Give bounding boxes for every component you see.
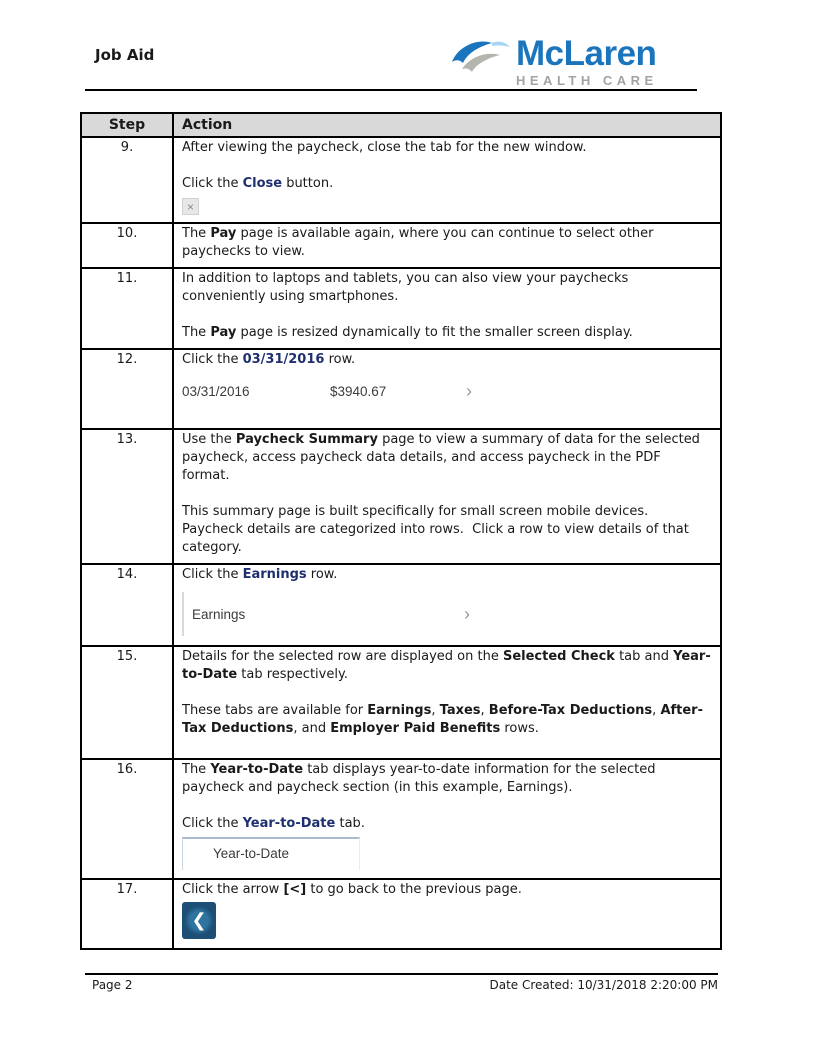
step-number: 9.: [81, 137, 173, 223]
step-number: 12.: [81, 349, 173, 429]
page-number: Page 2: [92, 978, 133, 992]
action-paragraph: [182, 485, 712, 503]
logo-text-block: [516, 36, 668, 88]
table-row: [81, 349, 721, 429]
column-header-step: Step: [81, 113, 173, 137]
text-segment: These tabs are available for: [182, 703, 368, 718]
action-cell: [173, 429, 721, 564]
action-paragraph: [182, 431, 712, 485]
text-segment: tab displays year-to-date information for the selected paycheck and paycheck section (in this example, Earnings).: [182, 762, 660, 795]
step-number: 15.: [81, 646, 173, 759]
table-row: [81, 564, 721, 646]
text-segment: Close: [242, 176, 283, 191]
column-header-action: Action: [173, 113, 721, 137]
text-segment: page is available again, where you can continue to select other paychecks to view.: [182, 226, 658, 259]
text-segment: Click the: [182, 176, 243, 191]
text-segment: Before-Tax Deductions: [488, 703, 653, 718]
text-segment: ,: [480, 703, 489, 718]
text-segment: row.: [324, 352, 356, 367]
mclaren-logo: [448, 36, 668, 88]
text-segment: After viewing the paycheck, close the tab for the new window.: [182, 140, 587, 155]
text-segment: page to view a summary of data for the selected paycheck, access paycheck data details, and access paycheck in the PDF format.: [182, 432, 705, 483]
action-paragraph: [182, 684, 712, 702]
text-segment: rows.: [500, 721, 539, 736]
step-number: 13.: [81, 429, 173, 564]
action-cell: [173, 564, 721, 646]
action-paragraph: [182, 815, 712, 833]
table-row: [81, 759, 721, 879]
table-row: [81, 429, 721, 564]
earnings-row-snippet: [182, 592, 470, 636]
paycheck-amount: $3940.67: [330, 383, 387, 399]
text-segment: Use the: [182, 432, 236, 447]
text-segment: After-Tax Deductions: [182, 703, 703, 736]
action-paragraph: [182, 351, 712, 369]
tab-label: Year-to-Date: [213, 846, 290, 861]
action-paragraph: [182, 648, 712, 684]
text-segment: In addition to laptops and tablets, you can also view your paychecks conveniently using smartphones.: [182, 271, 633, 304]
document-title: Job Aid: [95, 46, 155, 64]
action-cell: [173, 223, 721, 268]
text-segment: The: [182, 325, 211, 340]
logo-brand-text: McLaren: [516, 34, 657, 73]
step-number: 16.: [81, 759, 173, 879]
action-cell: [173, 759, 721, 879]
chevron-left-icon: ❮: [191, 909, 207, 931]
chevron-right-icon: ›: [464, 604, 470, 624]
action-paragraph: [182, 270, 712, 306]
text-segment: row.: [306, 567, 338, 582]
table-row: [81, 268, 721, 349]
action-paragraph: [182, 761, 712, 797]
text-segment: The: [182, 226, 211, 241]
text-segment: Click the: [182, 816, 243, 831]
text-segment: Employer Paid Benefits: [330, 721, 501, 736]
action-paragraph: [182, 225, 712, 261]
text-segment: Pay: [210, 226, 237, 241]
paycheck-date: 03/31/2016: [182, 383, 250, 399]
text-segment: [<]: [283, 882, 307, 897]
step-number: 17.: [81, 879, 173, 949]
action-cell: [173, 646, 721, 759]
text-segment: , and: [293, 721, 331, 736]
text-segment: Year-to-Date: [242, 816, 336, 831]
action-cell: [173, 879, 721, 949]
text-segment: to go back to the previous page.: [306, 882, 522, 897]
year-to-date-tab-snippet: [182, 837, 360, 870]
text-segment: tab respectively.: [237, 667, 348, 682]
back-button-snippet: [182, 902, 216, 939]
text-segment: ,: [652, 703, 661, 718]
table-row: [81, 223, 721, 268]
table-row: [81, 137, 721, 223]
text-segment: Earnings: [242, 567, 307, 582]
text-segment: 03/31/2016: [242, 352, 325, 367]
text-segment: Earnings: [367, 703, 432, 718]
text-segment: Selected Check: [502, 649, 615, 664]
action-paragraph: [182, 702, 712, 738]
text-segment: tab and: [614, 649, 674, 664]
text-segment: page is resized dynamically to fit the smaller screen display.: [236, 325, 633, 340]
table-row: [81, 879, 721, 949]
earnings-label: Earnings: [192, 606, 246, 622]
step-number: 11.: [81, 268, 173, 349]
text-segment: button.: [282, 176, 334, 191]
action-paragraph: [182, 566, 712, 584]
action-paragraph: [182, 797, 712, 815]
text-segment: Paycheck Summary: [235, 432, 378, 447]
chevron-right-icon: ›: [466, 381, 472, 401]
text-segment: ,: [431, 703, 440, 718]
text-segment: tab.: [335, 816, 365, 831]
document-footer: [85, 973, 718, 992]
action-paragraph: [182, 503, 712, 557]
action-cell: [173, 137, 721, 223]
action-paragraph: [182, 881, 712, 899]
action-paragraph: [182, 306, 712, 324]
step-number: 10.: [81, 223, 173, 268]
action-cell: [173, 268, 721, 349]
text-segment: Pay: [210, 325, 237, 340]
action-paragraph: [182, 175, 712, 193]
action-cell: [173, 349, 721, 429]
text-segment: Click the: [182, 567, 243, 582]
steps-table: [80, 112, 722, 950]
table-row: [81, 646, 721, 759]
text-segment: Taxes: [439, 703, 481, 718]
text-segment: Year-to-Date: [182, 649, 711, 682]
table-header-row: [81, 113, 721, 137]
action-paragraph: [182, 157, 712, 175]
text-segment: Click the: [182, 352, 243, 367]
step-number: 14.: [81, 564, 173, 646]
paycheck-row-snippet: [182, 382, 472, 400]
date-created: Date Created: 10/31/2018 2:20:00 PM: [489, 978, 718, 992]
text-segment: Details for the selected row are displayed on the: [182, 649, 503, 664]
close-icon: ×: [182, 198, 199, 215]
logo-subtitle-text: HEALTH CARE: [516, 73, 658, 88]
header-divider: [85, 89, 697, 91]
action-paragraph: [182, 139, 712, 157]
action-paragraph: [182, 324, 712, 342]
text-segment: This summary page is built specifically for small screen mobile devices. Paycheck details are categorized into rows. Click a row to view details of that category.: [182, 504, 694, 555]
text-segment: Year-to-Date: [210, 762, 304, 777]
text-segment: The: [182, 762, 211, 777]
text-segment: Click the arrow: [182, 882, 284, 897]
mclaren-swoosh-icon: [448, 36, 514, 80]
